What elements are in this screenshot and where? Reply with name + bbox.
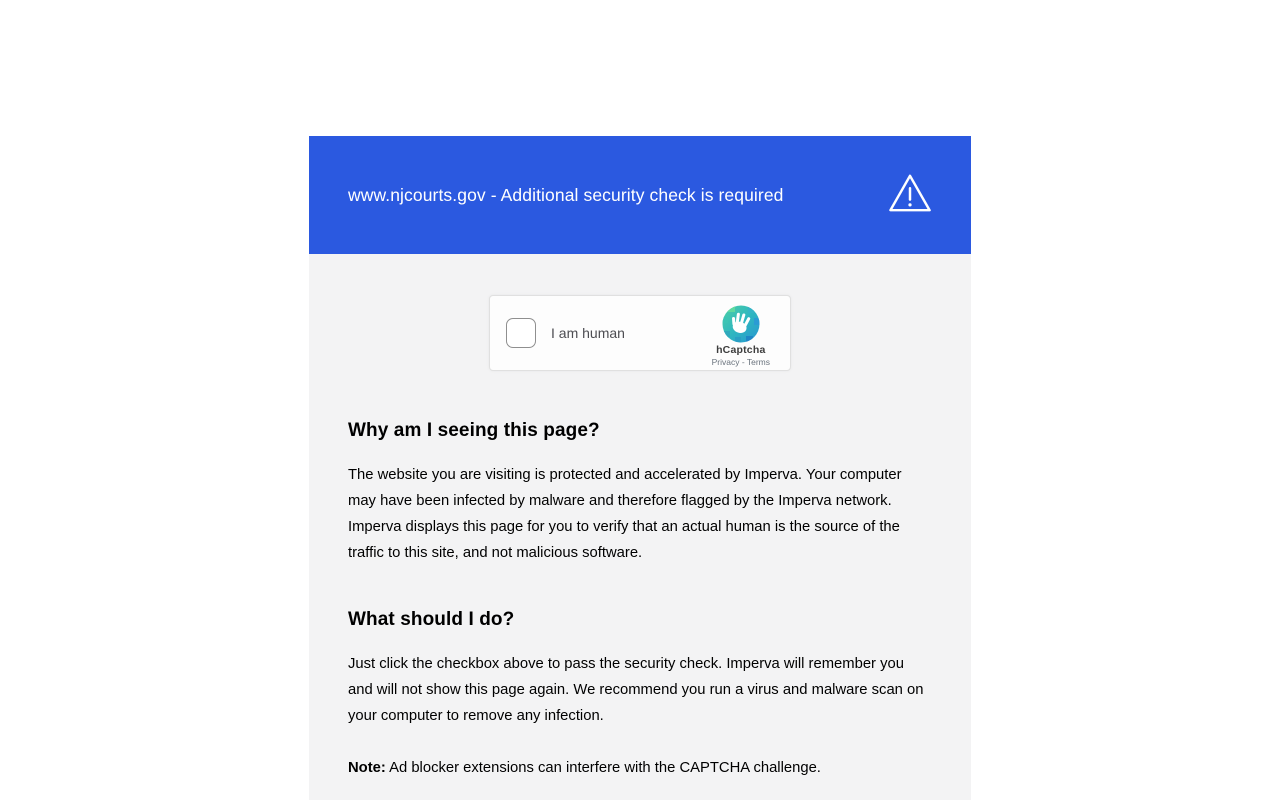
warning-triangle-icon — [887, 172, 933, 219]
note-text: Ad blocker extensions can interfere with the CAPTCHA challenge. — [385, 760, 821, 776]
section-body-why: The website you are visiting is protected and accelerated by Imperva. Your computer may have been infected by malware and therefore flagged by the Imperva network. Imperva displays this page for you to verify that an actual human is the source of the traffic to this site, and not malicious software. — [348, 467, 902, 561]
hcaptcha-brand[interactable] — [712, 305, 770, 367]
security-check-content — [309, 254, 971, 800]
hcaptcha-privacy-terms-links[interactable]: Privacy - Terms — [711, 357, 770, 367]
section-body-what: Just click the checkbox above to pass the security check. Imperva will remember you and will not show this page again. We recommend you run a virus and malware scan on your computer to remove any infection. — [348, 656, 924, 724]
section-heading-what: What should I do? — [348, 609, 515, 630]
hcaptcha-widget — [489, 295, 791, 371]
captcha-label: I am human — [551, 325, 625, 341]
hcaptcha-brand-name[interactable]: hCaptcha — [716, 344, 766, 356]
banner-title: www.njcourts.gov - Additional security check is required — [348, 185, 784, 205]
security-banner — [309, 136, 971, 254]
hcaptcha-logo-icon — [722, 305, 760, 343]
security-check-panel — [309, 136, 971, 800]
note-label: Note: — [348, 760, 386, 776]
human-verification-checkbox[interactable] — [506, 318, 536, 348]
section-heading-why: Why am I seeing this page? — [348, 420, 600, 441]
note-line — [348, 755, 932, 781]
